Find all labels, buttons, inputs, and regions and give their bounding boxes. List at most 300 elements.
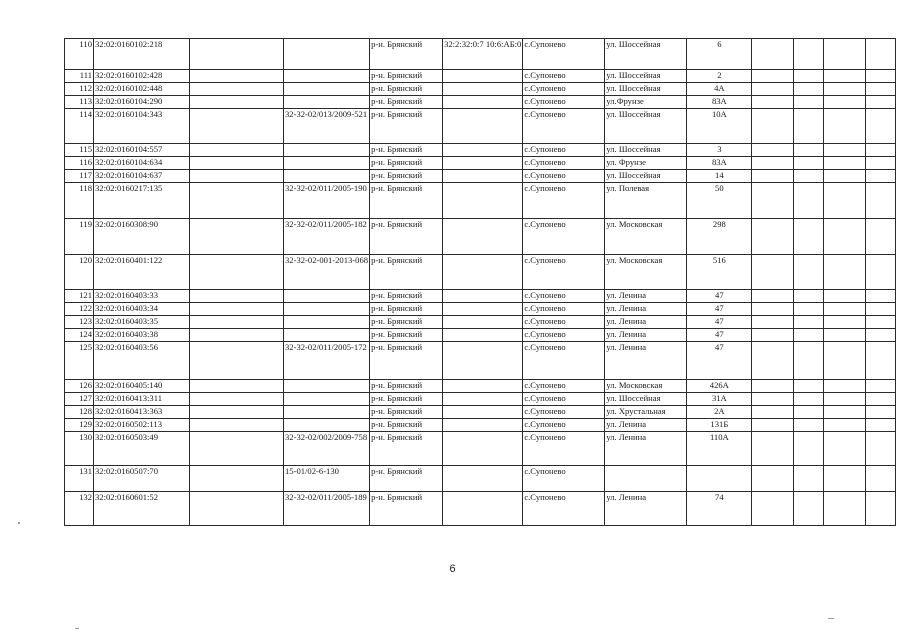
table-row — [65, 219, 896, 255]
empty-cell — [824, 380, 866, 393]
village: с.Супонево — [523, 219, 605, 255]
empty-cell — [824, 70, 866, 83]
village: с.Супонево — [523, 492, 605, 526]
empty-cell — [190, 144, 284, 157]
empty-cell — [752, 83, 794, 96]
cadastral-number: 32:02:0160403:33 — [94, 290, 190, 303]
street: ул. Хрустальная — [605, 406, 687, 419]
table-row — [65, 290, 896, 303]
district: р-н. Брянский — [370, 303, 443, 316]
empty-cell — [824, 466, 866, 492]
address-code — [443, 183, 523, 219]
empty-cell — [190, 70, 284, 83]
empty-cell — [190, 83, 284, 96]
table-row — [65, 432, 896, 466]
empty-cell — [794, 170, 824, 183]
empty-cell — [866, 316, 896, 329]
village: с.Супонево — [523, 290, 605, 303]
house-number: 426А — [687, 380, 752, 393]
registration-number: 32-32-02/013/2009-521 — [284, 109, 370, 144]
street: ул. Шоссейная — [605, 109, 687, 144]
cadastral-number: 32:02:0160413:363 — [94, 406, 190, 419]
empty-cell — [794, 492, 824, 526]
table-row — [65, 109, 896, 144]
village: с.Супонево — [523, 406, 605, 419]
registration-number — [284, 316, 370, 329]
empty-cell — [794, 183, 824, 219]
address-code — [443, 342, 523, 380]
empty-cell — [794, 157, 824, 170]
house-number: 298 — [687, 219, 752, 255]
registration-number — [284, 290, 370, 303]
empty-cell — [794, 466, 824, 492]
registration-number — [284, 144, 370, 157]
empty-cell — [752, 144, 794, 157]
table-row — [65, 419, 896, 432]
street: ул. Полевая — [605, 183, 687, 219]
district: р-н. Брянский — [370, 393, 443, 406]
address-code — [443, 303, 523, 316]
empty-cell — [794, 316, 824, 329]
district: р-н. Брянский — [370, 96, 443, 109]
scan-speck — [828, 618, 834, 619]
empty-cell — [752, 406, 794, 419]
empty-cell — [824, 329, 866, 342]
empty-cell — [824, 183, 866, 219]
row-number: 118 — [65, 183, 94, 219]
address-code — [443, 144, 523, 157]
empty-cell — [866, 170, 896, 183]
empty-cell — [752, 303, 794, 316]
registration-number: 32-32-02/011/2005-190 — [284, 183, 370, 219]
empty-cell — [752, 96, 794, 109]
empty-cell — [824, 290, 866, 303]
cadastral-number: 32:02:0160401:122 — [94, 255, 190, 290]
empty-cell — [824, 219, 866, 255]
empty-cell — [824, 303, 866, 316]
table-row — [65, 39, 896, 70]
house-number: 83А — [687, 96, 752, 109]
empty-cell — [752, 419, 794, 432]
table-row — [65, 492, 896, 526]
empty-cell — [866, 329, 896, 342]
empty-cell — [190, 170, 284, 183]
address-code: 32:2:32:0:7 10:6:АБ:0 — [443, 39, 523, 70]
empty-cell — [824, 342, 866, 380]
cadastral-number: 32:02:0160104:343 — [94, 109, 190, 144]
village: с.Супонево — [523, 109, 605, 144]
empty-cell — [190, 466, 284, 492]
registry-table — [64, 38, 896, 526]
row-number: 114 — [65, 109, 94, 144]
house-number: 47 — [687, 303, 752, 316]
cadastral-number: 32:02:0160104:557 — [94, 144, 190, 157]
empty-cell — [824, 316, 866, 329]
row-number: 117 — [65, 170, 94, 183]
empty-cell — [824, 419, 866, 432]
empty-cell — [794, 109, 824, 144]
street: ул. Шоссейная — [605, 393, 687, 406]
district: р-н. Брянский — [370, 109, 443, 144]
row-number: 123 — [65, 316, 94, 329]
street: ул. Ленина — [605, 419, 687, 432]
registration-number — [284, 393, 370, 406]
empty-cell — [824, 255, 866, 290]
empty-cell — [794, 419, 824, 432]
village: с.Супонево — [523, 432, 605, 466]
street: ул. Московская — [605, 380, 687, 393]
house-number: 83А — [687, 157, 752, 170]
address-code — [443, 170, 523, 183]
street: ул. Ленина — [605, 290, 687, 303]
scan-speck — [75, 628, 79, 629]
table-row — [65, 157, 896, 170]
village: с.Супонево — [523, 380, 605, 393]
house-number: 3 — [687, 144, 752, 157]
row-number: 125 — [65, 342, 94, 380]
row-number: 120 — [65, 255, 94, 290]
district: р-н. Брянский — [370, 380, 443, 393]
cadastral-number: 32:02:0160403:34 — [94, 303, 190, 316]
empty-cell — [190, 342, 284, 380]
address-code — [443, 255, 523, 290]
row-number: 113 — [65, 96, 94, 109]
address-code — [443, 432, 523, 466]
empty-cell — [794, 342, 824, 380]
house-number: 47 — [687, 342, 752, 380]
address-code — [443, 219, 523, 255]
house-number — [687, 466, 752, 492]
village: с.Супонево — [523, 419, 605, 432]
empty-cell — [866, 219, 896, 255]
row-number: 121 — [65, 290, 94, 303]
street — [605, 466, 687, 492]
empty-cell — [824, 492, 866, 526]
table-row — [65, 316, 896, 329]
row-number: 115 — [65, 144, 94, 157]
address-code — [443, 70, 523, 83]
village: с.Супонево — [523, 466, 605, 492]
village: с.Супонево — [523, 96, 605, 109]
table-row — [65, 70, 896, 83]
address-code — [443, 316, 523, 329]
address-code — [443, 290, 523, 303]
empty-cell — [866, 109, 896, 144]
district: р-н. Брянский — [370, 219, 443, 255]
empty-cell — [866, 83, 896, 96]
empty-cell — [866, 70, 896, 83]
village: с.Супонево — [523, 170, 605, 183]
empty-cell — [190, 432, 284, 466]
empty-cell — [794, 83, 824, 96]
row-number: 131 — [65, 466, 94, 492]
house-number: 14 — [687, 170, 752, 183]
address-code — [443, 96, 523, 109]
house-number: 516 — [687, 255, 752, 290]
row-number: 122 — [65, 303, 94, 316]
address-code — [443, 492, 523, 526]
street: ул. Шоссейная — [605, 83, 687, 96]
empty-cell — [752, 183, 794, 219]
empty-cell — [866, 380, 896, 393]
empty-cell — [190, 303, 284, 316]
district: р-н. Брянский — [370, 157, 443, 170]
registration-number: 15-01/02-6-130 — [284, 466, 370, 492]
house-number: 47 — [687, 290, 752, 303]
empty-cell — [752, 39, 794, 70]
empty-cell — [824, 96, 866, 109]
street: ул. Ленина — [605, 329, 687, 342]
house-number: 10А — [687, 109, 752, 144]
row-number: 112 — [65, 83, 94, 96]
district: р-н. Брянский — [370, 70, 443, 83]
street: ул. Шоссейная — [605, 39, 687, 70]
street: ул. Шоссейная — [605, 70, 687, 83]
empty-cell — [190, 419, 284, 432]
empty-cell — [824, 393, 866, 406]
empty-cell — [866, 419, 896, 432]
cadastral-number: 32:02:0160503:49 — [94, 432, 190, 466]
address-code — [443, 380, 523, 393]
registration-number — [284, 39, 370, 70]
empty-cell — [866, 492, 896, 526]
cadastral-number: 32:02:0160102:218 — [94, 39, 190, 70]
district: р-н. Брянский — [370, 316, 443, 329]
house-number: 47 — [687, 329, 752, 342]
empty-cell — [824, 170, 866, 183]
district: р-н. Брянский — [370, 170, 443, 183]
registration-number — [284, 157, 370, 170]
district: р-н. Брянский — [370, 329, 443, 342]
table-body — [65, 39, 896, 526]
district: р-н. Брянский — [370, 492, 443, 526]
empty-cell — [190, 255, 284, 290]
empty-cell — [752, 157, 794, 170]
district: р-н. Брянский — [370, 290, 443, 303]
empty-cell — [794, 144, 824, 157]
street: ул. Московская — [605, 219, 687, 255]
empty-cell — [752, 316, 794, 329]
registration-number — [284, 380, 370, 393]
empty-cell — [794, 406, 824, 419]
empty-cell — [190, 316, 284, 329]
cadastral-number: 32:02:0160104:290 — [94, 96, 190, 109]
registration-number — [284, 303, 370, 316]
table-row — [65, 255, 896, 290]
cadastral-number: 32:02:0160403:35 — [94, 316, 190, 329]
address-code — [443, 329, 523, 342]
address-code — [443, 157, 523, 170]
address-code — [443, 393, 523, 406]
table-row — [65, 83, 896, 96]
district: р-н. Брянский — [370, 255, 443, 290]
empty-cell — [752, 255, 794, 290]
address-code — [443, 109, 523, 144]
cadastral-number: 32:02:0160507:70 — [94, 466, 190, 492]
house-number: 4А — [687, 83, 752, 96]
table-row — [65, 380, 896, 393]
empty-cell — [190, 96, 284, 109]
empty-cell — [752, 219, 794, 255]
district: р-н. Брянский — [370, 406, 443, 419]
street: ул. Ленина — [605, 492, 687, 526]
street: ул.Фрунзе — [605, 96, 687, 109]
table-row — [65, 342, 896, 380]
village: с.Супонево — [523, 39, 605, 70]
empty-cell — [866, 255, 896, 290]
address-code — [443, 406, 523, 419]
empty-cell — [752, 466, 794, 492]
registration-number: 32-32-02/002/2009-758 — [284, 432, 370, 466]
empty-cell — [824, 83, 866, 96]
empty-cell — [190, 380, 284, 393]
street: ул. Фрунзе — [605, 157, 687, 170]
row-number: 132 — [65, 492, 94, 526]
empty-cell — [866, 393, 896, 406]
cadastral-number: 32:02:0160405:140 — [94, 380, 190, 393]
empty-cell — [752, 170, 794, 183]
empty-cell — [866, 466, 896, 492]
empty-cell — [752, 290, 794, 303]
scan-speck — [18, 522, 20, 524]
registration-number — [284, 406, 370, 419]
empty-cell — [866, 96, 896, 109]
street: ул. Шоссейная — [605, 144, 687, 157]
table-row — [65, 183, 896, 219]
street: ул. Ленина — [605, 432, 687, 466]
empty-cell — [794, 219, 824, 255]
empty-cell — [190, 183, 284, 219]
district: р-н. Брянский — [370, 342, 443, 380]
empty-cell — [866, 39, 896, 70]
house-number: 2А — [687, 406, 752, 419]
village: с.Супонево — [523, 303, 605, 316]
empty-cell — [752, 70, 794, 83]
row-number: 128 — [65, 406, 94, 419]
village: с.Супонево — [523, 70, 605, 83]
village: с.Супонево — [523, 83, 605, 96]
table-row — [65, 393, 896, 406]
registration-number — [284, 329, 370, 342]
empty-cell — [794, 432, 824, 466]
empty-cell — [752, 432, 794, 466]
empty-cell — [866, 144, 896, 157]
village: с.Супонево — [523, 157, 605, 170]
table-row — [65, 303, 896, 316]
empty-cell — [794, 329, 824, 342]
district: р-н. Брянский — [370, 83, 443, 96]
registration-number — [284, 83, 370, 96]
empty-cell — [866, 406, 896, 419]
village: с.Супонево — [523, 393, 605, 406]
empty-cell — [752, 492, 794, 526]
table-row — [65, 406, 896, 419]
empty-cell — [794, 255, 824, 290]
empty-cell — [190, 219, 284, 255]
empty-cell — [824, 144, 866, 157]
row-number: 110 — [65, 39, 94, 70]
cadastral-number: 32:02:0160413:311 — [94, 393, 190, 406]
empty-cell — [752, 329, 794, 342]
district: р-н. Брянский — [370, 419, 443, 432]
table-row — [65, 170, 896, 183]
cadastral-number: 32:02:0160308:90 — [94, 219, 190, 255]
village: с.Супонево — [523, 144, 605, 157]
street: ул. Московская — [605, 255, 687, 290]
village: с.Супонево — [523, 342, 605, 380]
row-number: 127 — [65, 393, 94, 406]
district: р-н. Брянский — [370, 466, 443, 492]
house-number: 47 — [687, 316, 752, 329]
empty-cell — [794, 96, 824, 109]
registration-number — [284, 170, 370, 183]
village: с.Супонево — [523, 183, 605, 219]
page-number: 6 — [449, 563, 456, 575]
street: ул. Ленина — [605, 316, 687, 329]
address-code — [443, 83, 523, 96]
house-number: 110А — [687, 432, 752, 466]
registration-number — [284, 96, 370, 109]
empty-cell — [190, 109, 284, 144]
empty-cell — [752, 342, 794, 380]
district: р-н. Брянский — [370, 183, 443, 219]
row-number: 129 — [65, 419, 94, 432]
empty-cell — [866, 290, 896, 303]
house-number: 74 — [687, 492, 752, 526]
house-number: 50 — [687, 183, 752, 219]
row-number: 124 — [65, 329, 94, 342]
table-row — [65, 466, 896, 492]
village: с.Супонево — [523, 316, 605, 329]
empty-cell — [824, 39, 866, 70]
empty-cell — [794, 70, 824, 83]
cadastral-number: 32:02:0160403:38 — [94, 329, 190, 342]
street: ул. Ленина — [605, 342, 687, 380]
address-code — [443, 419, 523, 432]
empty-cell — [794, 290, 824, 303]
empty-cell — [866, 303, 896, 316]
empty-cell — [190, 329, 284, 342]
registration-number — [284, 419, 370, 432]
row-number: 116 — [65, 157, 94, 170]
empty-cell — [866, 183, 896, 219]
house-number: 6 — [687, 39, 752, 70]
district: р-н. Брянский — [370, 144, 443, 157]
table-row — [65, 96, 896, 109]
registration-number — [284, 70, 370, 83]
address-code — [443, 466, 523, 492]
empty-cell — [866, 157, 896, 170]
house-number: 131Б — [687, 419, 752, 432]
empty-cell — [794, 380, 824, 393]
empty-cell — [824, 109, 866, 144]
house-number: 31А — [687, 393, 752, 406]
empty-cell — [824, 157, 866, 170]
cadastral-number: 32:02:0160217:135 — [94, 183, 190, 219]
row-number: 130 — [65, 432, 94, 466]
village: с.Супонево — [523, 255, 605, 290]
row-number: 119 — [65, 219, 94, 255]
table-row — [65, 329, 896, 342]
row-number: 111 — [65, 70, 94, 83]
district: р-н. Брянский — [370, 39, 443, 70]
empty-cell — [824, 406, 866, 419]
cadastral-number: 32:02:0160104:637 — [94, 170, 190, 183]
cadastral-number: 32:02:0160403:56 — [94, 342, 190, 380]
empty-cell — [190, 492, 284, 526]
house-number: 2 — [687, 70, 752, 83]
registration-number: 32-32-02/011/2005-172 — [284, 342, 370, 380]
